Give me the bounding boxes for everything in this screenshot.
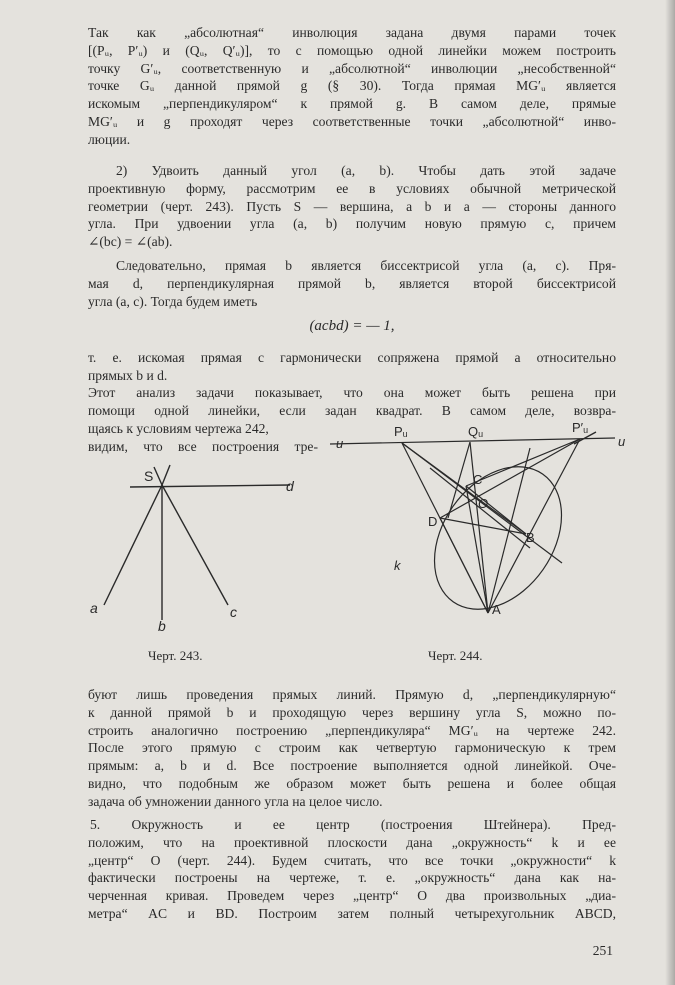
label-D: D [428,514,438,529]
formula: (acbd) = — 1, [309,318,395,334]
text-line: щаясь к условиям чертежа 242, [88,421,269,436]
text-line: мая d, перпендикулярная прямой b, является второй биссектрисой [88,275,616,291]
label-B: B [526,530,535,545]
line-c [162,485,228,605]
page-number: 251 [592,943,613,958]
figure-243 [80,455,320,655]
text-line: точке Gᵤ данной прямой g (§ 30). Тогда прямая MG′ᵤ является [88,78,616,94]
label-u-right: u [618,434,626,449]
text-line: 2) Удвоить данный угол (a, b). Чтобы дать этой задаче [116,163,616,178]
label-Pu-prime: P′ᵤ [572,420,589,435]
paragraph-1 [88,24,616,149]
figure-244 [330,418,630,648]
label-a: a [90,600,98,616]
text-line: угла. При удвоении угла (a, b) получим новую прямую c, причем [88,216,616,232]
page-edge-shadow [665,0,675,985]
caption-244: Черт. 244. [428,648,483,663]
line [466,486,526,534]
text-line: „центр“ O (черт. 244). Будем считать, что все точки „окружности“ k [88,852,616,868]
label-Qu: Qᵤ [468,424,484,439]
text-line: видим, что все построения тре- [88,438,318,454]
text-line: искомым „перпендикуляром“ к прямой g. В самом деле, прямые [88,96,616,112]
label-A: A [492,602,501,617]
text-line: угла (a, c). Тогда будем иметь [88,293,258,309]
line [440,518,488,613]
text-line: ∠(bc) = ∠(ab). [88,234,173,250]
tick [162,465,170,485]
paragraph-6 [88,686,616,811]
text-line: задача об умножении данного угла на целое число. [88,793,383,809]
line [466,439,580,486]
paragraph-2 [88,162,616,251]
text-line: прямых b и d. [88,367,168,383]
paragraph-7 [88,816,616,923]
paragraph-3 [88,257,616,310]
text-line: геометрии (черт. 243). Пусть S — вершина, а b и a — стороны данного [88,198,616,214]
text-line: MG′ᵤ и g проходят через соответственные точки „абсолютной“ инво- [88,113,616,129]
text-line: фактически построены на чертеже, т. е. „окружность“ дана как на- [88,870,616,886]
text-line: к данной прямой b и проходящую через вершину угла S, можно по- [88,704,616,720]
text-line: черченная кривая. Проведем через „центр“ O два произвольных „диа- [88,888,616,904]
text-line: проективную форму, рассмотрим ее в условиях обычной метрической [88,180,616,196]
text-line: видно, что подобным же образом может быть решена и более общая [88,775,616,791]
text-line: точку G′ᵤ, соответственную и „абсолютной“ инволюции „несобственной“ [88,60,616,76]
text-line: т. е. искомая прямая c гармонически сопряжена прямой a относительно [88,350,616,365]
paragraph-4 [88,349,616,385]
tick [154,467,162,485]
label-S: S [144,468,154,484]
text-line: Этот анализ задачи показывает, что она может быть решена при [88,385,616,400]
text-line: помощи одной линейки, если задан квадрат. В самом деле, возвра- [88,402,616,418]
text-line: прямым: a, b и d. Все построение выполняется одной линейкой. Оче- [88,758,616,774]
text-line: люции. [88,131,131,147]
label-d: d [286,478,294,494]
line-d [130,485,290,487]
text-line: [(Pᵤ, P′ᵤ) и (Qᵤ, Q′ᵤ)], то с помощью одной линейки можем построить [88,42,616,58]
label-u-left: u [336,436,344,451]
caption-243: Черт. 243. [148,648,203,663]
text-line: положим, что на проективной плоскости дана „окружность“ k и ее [88,834,616,850]
paragraph-5-cont [88,420,318,456]
label-C: C [473,472,483,487]
text-line: Так как „абсолютная“ инволюция задана двумя парами точек [88,25,616,40]
text-line: метра“ AC и BD. Построим затем полный четырехугольник ABCD, [88,905,616,921]
text-line: 5. Окружность и ее центр (построения Штейнера). Пред- [90,817,616,832]
text-line: строить аналогично построению „перпендикуляра“ MG′ᵤ на чертеже 242. [88,722,616,738]
text-line: После этого прямую c строим как четвертую гармоническую к трем [88,740,616,756]
text-line: буют лишь проведения прямых линий. Прямую d, „перпендикулярную“ [88,687,616,702]
label-Pu: Pᵤ [394,424,408,439]
paragraph-5 [88,384,616,420]
label-O: O [478,496,489,511]
text-line: Следовательно, прямая b является биссектрисой угла (a, c). Пря- [116,258,616,273]
label-b: b [158,618,166,634]
label-k: k [394,558,401,573]
label-c: c [230,604,237,620]
line-a [104,485,162,605]
